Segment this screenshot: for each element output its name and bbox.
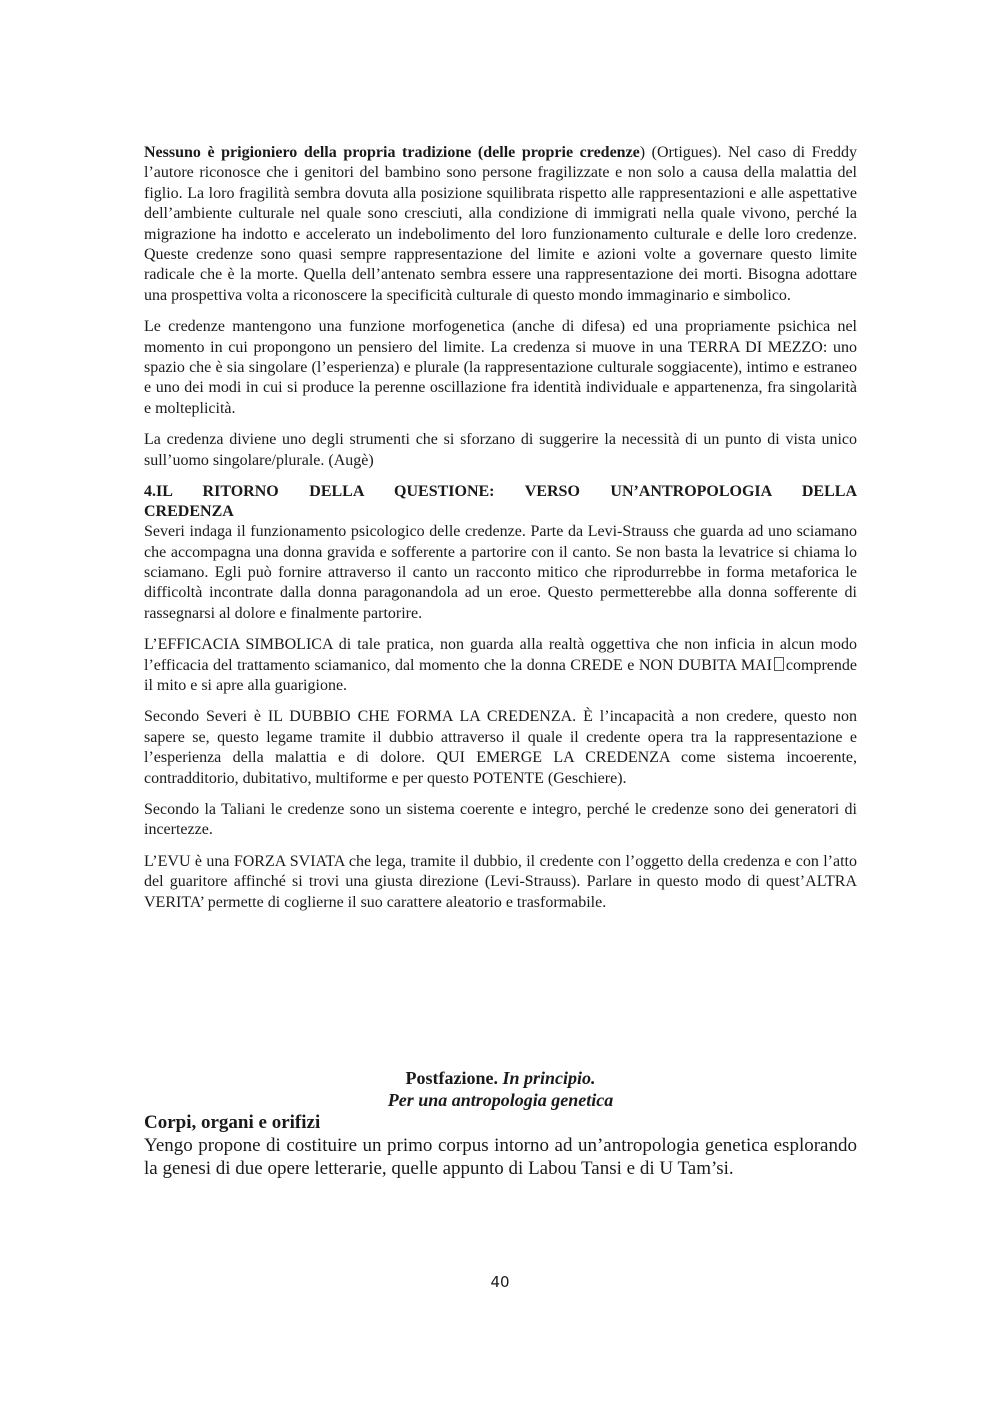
body-text: [144, 143, 857, 913]
postfazione-title: [144, 1067, 857, 1089]
postfazione-section: [144, 1067, 857, 1180]
paragraph-4: Severi indaga il funzionamento psicologico delle credenze. Parte da Levi-Strauss che guarda ad uno sciamano che accompagna una donna gravida e sofferente a partorire con il canto. Se non basta la levatrice si chiama lo sciamano. Egli può fornire attraverso il canto un racconto mitico che riprodurrebbe in forma metaforica le difficoltà incontrate dalla donna paragonandola ad un eroe. Questo permetterebbe alla donna sofferente di rassegnarsi al dolore e finalmente partorire.: [144, 523, 857, 622]
paragraph-text-before-symbol: L’EFFICACIA SIMBOLICA di tale pratica, non guarda alla realtà oggettiva che non inficia in alcun modo l’efficacia del trattamento sciamanico, dal momento che la donna CREDE e NON DUBITA MAI: [144, 636, 857, 674]
paragraph-6: Secondo Severi è IL DUBBIO CHE FORMA LA CREDENZA. È l’incapacità a non credere, questo non sapere se, questo legame tramite il dubbio attraverso il quale il credente opera tra la rappresentazione e l’esperienza della malattia e di dolore. QUI EMERGE LA CREDENZA come sistema incoerente, contradditorio, dubitativo, multiforme e per questo POTENTE (Geschiere).: [144, 708, 857, 787]
postfazione-paragraph: Yengo propone di costituire un primo corpus intorno ad un’antropologia genetica esplorando la genesi di due opere letterarie, quelle appunto di Labou Tansi e di U Tam’si.: [144, 1135, 857, 1179]
postfazione-subtitle: Per una antropologia genetica: [387, 1090, 614, 1110]
page-number: 40: [490, 1273, 510, 1291]
postfazione-title-bold: Postfazione.: [405, 1068, 498, 1088]
missing-glyph-icon: [774, 657, 784, 671]
paragraph-1: [144, 143, 857, 306]
paragraph-text: ) (Ortigues). Nel caso di Freddy l’autore riconosce che i genitori del bambino sono persone fragilizzate e non solo a causa della malattia del figlio. La loro fragilità sembra dovuta alla posizione squilibrata rispetto alle rappresentazioni e alle aspettative dell’ambiente culturale nel quale sono cresciuti, alla condizione di immigrati nella quale vivono, perché la migrazione ha indotto e accelerato un indebolimento del loro funzionamento culturale e delle loro credenze. Queste credenze sono quasi sempre rappresentazione del limite e azioni volte a governare questo limite radicale che è la morte. Quella dell’antenato sembra essere una rappresentazione dei morti. Bisogna adottare una prospettiva volta a riconoscere la specificità culturale di questo mondo immaginario e simbolico.: [144, 144, 858, 304]
paragraph-7: Secondo la Taliani le credenze sono un sistema coerente e integro, perché le credenze sono dei generatori di incertezze.: [144, 800, 857, 839]
postfazione-section-heading: Corpi, organi e orifizi: [144, 1112, 321, 1133]
section-heading-4: 4.IL RITORNO DELLA QUESTIONE: VERSO UN’ANTROPOLOGIA DELLA: [144, 483, 857, 501]
section-heading-4-continued: CREDENZA: [144, 503, 234, 521]
paragraph-2: Le credenze mantengono una funzione morfogenetica (anche di difesa) ed una propriamente psichica nel momento in cui propongono un pensiero del limite. La credenza si muove in una TERRA DI MEZZO: uno spazio che è sia singolare (l’esperienza) e plurale (la rappresentazione culturale soggiacente), intimo e estraneo e uno dei modi in cui si produce la perenne oscillazione fra identità individuale e appartenenza, fra singolarità e molteplicità.: [144, 318, 857, 417]
paragraph-3: La credenza diviene uno degli strumenti che si sforzano di suggerire la necessità di un punto di vista unico sull’uomo singolare/plurale. (Augè): [144, 431, 857, 469]
paragraph-lead-bold: Nessuno è prigioniero della propria tradizione (delle proprie credenze: [144, 144, 640, 161]
paragraph-5: [144, 635, 857, 696]
postfazione-title-italic: In principio.: [502, 1068, 596, 1088]
paragraph-8: L’EVU è una FORZA SVIATA che lega, tramite il dubbio, il credente con l’oggetto della credenza e con l’atto del guaritore affinché si trovi una giusta direzione (Levi-Strauss). Parlare in questo modo di quest’ALTRA VERITA’ permette di coglierne il suo carattere aleatorio e trasformabile.: [144, 852, 857, 911]
paragraph-text-after-symbol: comprende il mito e si apre alla guarigione.: [144, 656, 857, 694]
